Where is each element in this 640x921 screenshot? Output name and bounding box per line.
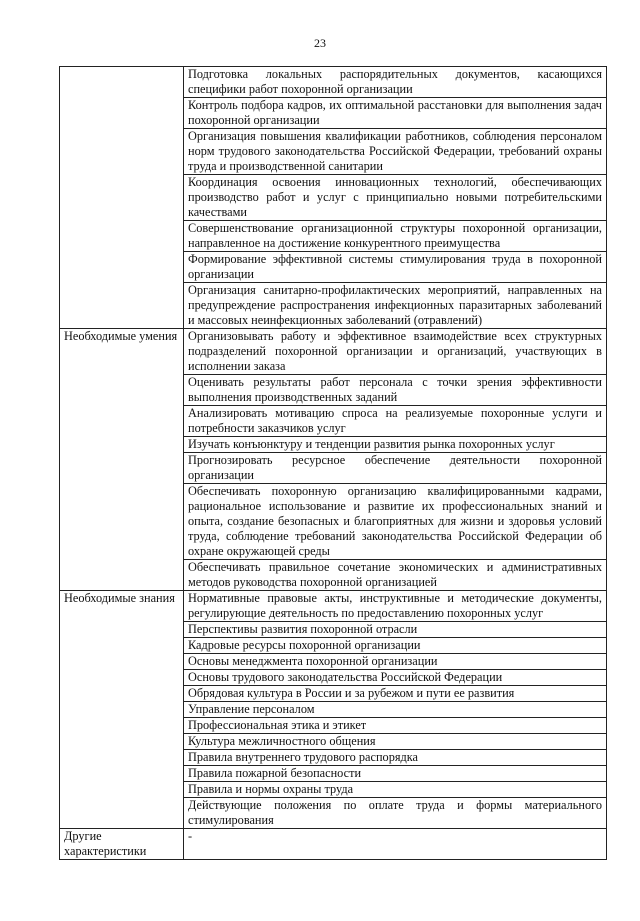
requirement-item: Обеспечивать похоронную организацию квалифицированными кадрами, рациональное использование и развитие их профессиональных знаний и опыта, создание безопасных и благоприятных для жизни и здоровья условий труда, соблюдение требований законодательства Российской Федерации об охране окружающей среды	[184, 484, 607, 560]
requirement-item: -	[184, 829, 607, 860]
requirements-table	[59, 66, 607, 860]
requirement-item: Прогнозировать ресурсное обеспечение деятельности похоронной организации	[184, 453, 607, 484]
requirement-item: Профессиональная этика и этикет	[184, 718, 607, 734]
section-label: Необходимые умения	[60, 329, 184, 591]
requirement-item: Правила внутреннего трудового распорядка	[184, 750, 607, 766]
requirement-item: Координация освоения инновационных технологий, обеспечивающих производство работ и услуг с принципиально новыми потребительскими качествами	[184, 175, 607, 221]
requirement-item: Формирование эффективной системы стимулирования труда в похоронной организации	[184, 252, 607, 283]
requirement-item: Правила и нормы охраны труда	[184, 782, 607, 798]
table-row	[60, 67, 607, 98]
requirement-item: Организовывать работу и эффективное взаимодействие всех структурных подразделений похоронной организации и организаций, участвующих в исполнении заказа	[184, 329, 607, 375]
requirement-item: Правила пожарной безопасности	[184, 766, 607, 782]
requirement-item: Совершенствование организационной структуры похоронной организации, направленное на достижение конкурентного преимущества	[184, 221, 607, 252]
requirement-item: Обрядовая культура в России и за рубежом и пути ее развития	[184, 686, 607, 702]
requirement-item: Кадровые ресурсы похоронной организации	[184, 638, 607, 654]
requirement-item: Действующие положения по оплате труда и формы материального стимулирования	[184, 798, 607, 829]
requirement-item: Изучать конъюнктуру и тенденции развития рынка похоронных услуг	[184, 437, 607, 453]
page-number: 23	[314, 36, 326, 50]
requirements-table-body	[60, 67, 607, 860]
table-row	[60, 829, 607, 860]
requirement-item: Организация повышения квалификации работников, соблюдения персоналом норм трудового законодательства Российской Федерации, требований охраны труда и производственной санитарии	[184, 129, 607, 175]
requirement-item: Культура межличностного общения	[184, 734, 607, 750]
requirement-item: Управление персоналом	[184, 702, 607, 718]
requirement-item: Основы менеджмента похоронной организации	[184, 654, 607, 670]
table-row	[60, 591, 607, 622]
section-label: Необходимые знания	[60, 591, 184, 829]
requirement-item: Подготовка локальных распорядительных документов, касающихся специфики работ похоронной организации	[184, 67, 607, 98]
requirement-item: Перспективы развития похоронной отрасли	[184, 622, 607, 638]
table-row	[60, 329, 607, 375]
section-label: Другие характеристики	[60, 829, 184, 860]
requirement-item: Контроль подбора кадров, их оптимальной расстановки для выполнения задач похоронной организации	[184, 98, 607, 129]
requirement-item: Анализировать мотивацию спроса на реализуемые похоронные услуги и потребности заказчиков услуг	[184, 406, 607, 437]
section-label	[60, 67, 184, 329]
requirement-item: Оценивать результаты работ персонала с точки зрения эффективности выполнения производственных заданий	[184, 375, 607, 406]
requirement-item: Организация санитарно-профилактических мероприятий, направленных на предупреждение распространения инфекционных паразитарных заболеваний и массовых неинфекционных заболеваний (отравлений)	[184, 283, 607, 329]
requirement-item: Основы трудового законодательства Российской Федерации	[184, 670, 607, 686]
requirement-item: Нормативные правовые акты, инструктивные и методические документы, регулирующие деятельность по предоставлению похоронных услуг	[184, 591, 607, 622]
requirement-item: Обеспечивать правильное сочетание экономических и административных методов руководства похоронной организацией	[184, 560, 607, 591]
